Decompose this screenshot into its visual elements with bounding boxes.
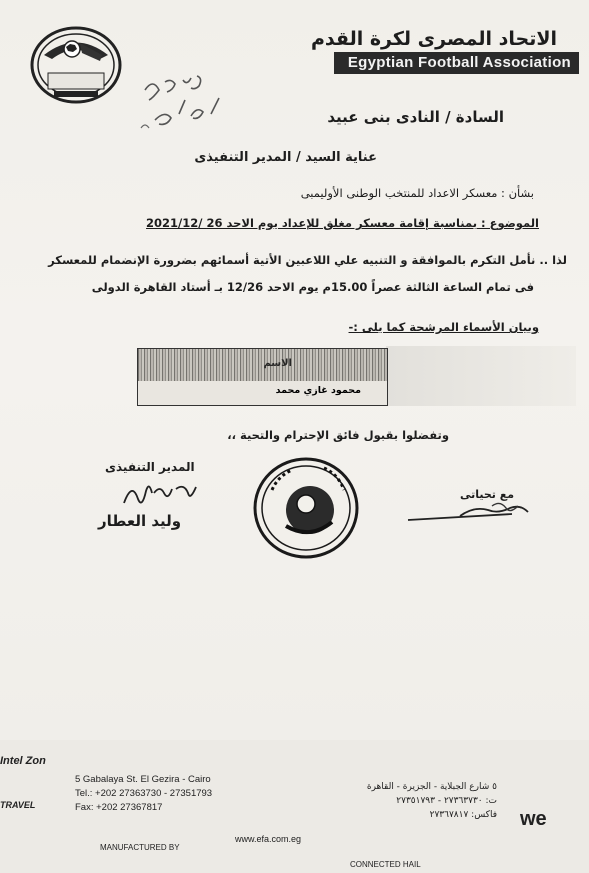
attention-line: عناية السيد / المدير التنفيذى [194,150,377,165]
footer-bottom-left: MANUFACTURED BY [100,843,180,852]
table-header: الاسم [263,358,292,369]
topic-line: الموضوع : بمناسبة إقامة معسكر مغلق للإعداد يوم الاحد 26 /2021/12 [146,216,539,230]
player-table [137,348,388,406]
org-title-english: Egyptian Football Association [334,52,579,74]
footer-bottom-mid: CONNECTED HAIL [350,860,421,869]
player-name: محمود غازي محمد [275,385,361,396]
sponsor-logo-left-bottom: TRAVEL [0,800,36,810]
footer-address-line1: 5 Gabalaya St. El Gezira - Cairo [75,774,211,785]
footer-website: www.efa.com.eg [235,834,302,844]
footer-phone-line: Tel.: +202 27363730 - 27351793 [75,788,213,799]
sponsor-logo-we: we [520,808,547,830]
footer-ar-line2: ت: ٢٧٣٦٣٧٣٠ - ٢٧٣٥١٧٩٣ [396,796,497,806]
regarding-line: بشأن : معسكر الاعداد للمنتخب الوطنى الأوليمبى [300,186,534,200]
closing-line: وتفضلوا بقبول فائق الإحترام والتحية ،، [227,428,449,442]
footer-fax-line: Fax: +202 27367817 [75,802,163,813]
body-line-1: لذا .. نأمل التكرم بالموافقة و التنبيه علي اللاعبين الأتية أسمائهم بضرورة الإنضمام للمعسكر [48,253,567,267]
footer-ar-line3: فاكس: ٢٧٣٦٧٨١٧ [429,810,497,820]
footer-ar-line1: ٥ شارع الجبلاية - الجزيرة - القاهرة [366,782,497,792]
addressee: السادة / النادى بنى عبيد [327,108,504,126]
org-title-arabic: الاتحاد المصرى لكرة القدم [311,28,557,50]
scan-shadow [386,346,576,406]
body-line-2: فى تمام الساعة الثالثة عصراً 15.00م يوم الاحد 12/26 بـ أستاد القاهرة الدولى [91,280,534,294]
handwritten-date [135,70,235,140]
signer-name: وليد العطار [98,512,182,530]
footer-address-en [75,773,212,815]
efa-logo [30,25,122,105]
sponsor-logo-left-top: Intel Zon [0,755,46,767]
signer-title: المدير التنفيذى [105,460,195,474]
names-intro: وبيان الأسماء المرشحة كما يلى :- [348,320,539,334]
official-stamp [252,456,360,560]
footer-address-ar [367,780,497,822]
left-signature-label: مع تحياتى [460,488,515,501]
table-header-band [138,349,387,381]
executive-signature [120,475,210,511]
second-signature [400,478,550,538]
